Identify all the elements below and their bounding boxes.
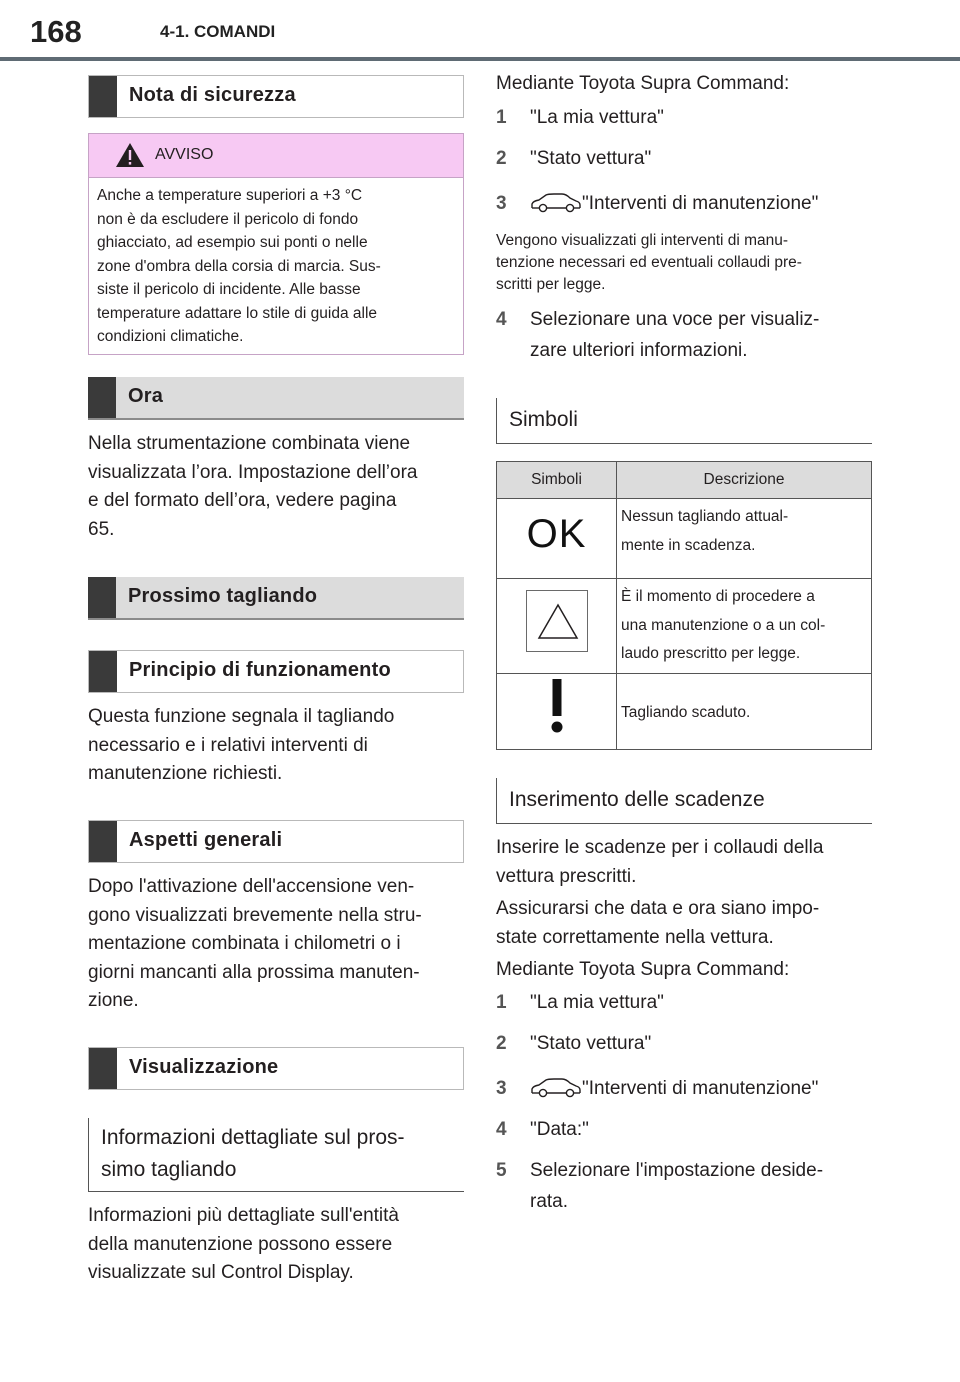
warning-triangle-icon	[115, 142, 145, 168]
text-line: Nella strumentazione combinata viene	[88, 433, 411, 454]
header-rule	[0, 57, 960, 61]
text-line: necessario e i relativi interventi di	[88, 734, 368, 756]
step-text-with-icon	[530, 190, 818, 218]
description-cell	[617, 579, 872, 674]
warning-line: Anche a temperature superiori a +3 °C	[97, 187, 363, 204]
heading-text: Nota di sicurezza	[129, 84, 296, 106]
text-line: scritti per legge.	[496, 276, 606, 293]
vengono-paragraph	[496, 230, 802, 296]
heading-bar	[88, 577, 116, 618]
section-title: 4-1. COMANDI	[160, 22, 276, 41]
text-line: Informazioni più dettagliate sull'entità	[88, 1205, 399, 1226]
step-text: "Data:"	[530, 1119, 589, 1140]
text-line: visualizzate sul Control Display.	[88, 1262, 354, 1283]
step-text: "La mia vettura"	[530, 107, 664, 128]
ok-icon: OK	[526, 511, 587, 556]
text-line: gono visualizzati brevemente nella stru-	[88, 904, 422, 926]
text-line: 65.	[88, 518, 115, 540]
symbol-cell	[497, 579, 617, 674]
step-number: 3	[496, 193, 507, 214]
heading-bar	[89, 1048, 117, 1089]
step-text: "Stato vettura"	[530, 1033, 652, 1054]
heading-prossimo-tagliando	[88, 577, 464, 620]
subheading-line: simo tagliando	[101, 1158, 237, 1181]
mediante-text: Mediante Toyota Supra Command:	[496, 73, 790, 94]
mediante-text: Mediante Toyota Supra Command:	[496, 959, 790, 980]
warning-line: ghiacciato, ad esempio sui ponti o nelle	[97, 234, 368, 251]
description-cell	[617, 499, 872, 579]
step-number: 1	[496, 107, 507, 128]
warning-text	[97, 184, 449, 349]
warning-line: temperature adattare lo stile di guida alle	[97, 304, 378, 322]
step-text: Selezionare l'impostazione deside-	[530, 1160, 824, 1181]
heading-aspetti-generali	[88, 820, 464, 863]
step-number: 1	[496, 992, 507, 1013]
heading-nota-di-sicurezza	[88, 75, 464, 118]
step-number: 2	[496, 148, 507, 169]
text-line: Assicurarsi che data e ora siano impo-	[496, 898, 820, 919]
info-paragraph	[88, 1202, 399, 1288]
step-number: 4	[496, 309, 507, 330]
description-line: Tagliando scaduto.	[621, 704, 751, 722]
description-line: una manutenzione o a un col-	[621, 616, 826, 634]
warning-box	[88, 133, 464, 355]
symbol-cell	[497, 674, 617, 750]
heading-bar	[88, 377, 116, 418]
triangle-outline-icon	[526, 590, 588, 652]
description-line: laudo prescritto per legge.	[621, 645, 801, 662]
text-line: Questa funzione segnala il tagliando	[88, 706, 395, 727]
description-line: È il momento di procedere a	[621, 588, 815, 605]
step-number: 4	[496, 1119, 507, 1140]
principio-paragraph	[88, 703, 394, 789]
text-line: giorni mancanti alla prossima manuten-	[88, 961, 420, 983]
heading-ora	[88, 377, 464, 420]
symbol-cell	[497, 499, 617, 579]
text-line: Inserire le scadenze per i collaudi della	[496, 837, 824, 858]
description-cell	[617, 674, 872, 750]
inserimento-subheading: Inserimento delle scadenze	[496, 778, 872, 824]
warning-header	[89, 134, 463, 177]
warning-line: non è da escludere il pericolo di fondo	[97, 210, 359, 228]
exclamation-icon	[547, 677, 567, 735]
text-line: Dopo l'attivazione dell'accensione ven-	[88, 876, 415, 897]
text-line: tenzione necessari ed eventuali collaudi pre-	[496, 254, 802, 271]
step-number: 2	[496, 1033, 507, 1054]
heading-visualizzazione	[88, 1047, 464, 1090]
description-line: mente in scadenza.	[621, 536, 756, 554]
warning-line: siste il pericolo di incidente. Alle basse	[97, 281, 361, 298]
text-line: Vengono visualizzati gli interventi di manu-	[496, 232, 789, 249]
simboli-subheading: Simboli	[496, 398, 872, 444]
heading-bar	[89, 651, 117, 692]
heading-text: Ora	[128, 385, 164, 407]
text-line: manutenzione richiesti.	[88, 763, 283, 784]
assicurarsi-paragraph	[496, 895, 819, 952]
car-icon	[530, 193, 582, 213]
table-row	[497, 674, 872, 750]
step-text: "La mia vettura"	[530, 992, 664, 1013]
text-line: vettura prescritti.	[496, 865, 637, 887]
table-header-row	[497, 462, 872, 499]
text-line: state correttamente nella vettura.	[496, 926, 774, 948]
step-number: 3	[496, 1078, 507, 1099]
table-header: Descrizione	[617, 462, 872, 499]
heading-text: Visualizzazione	[129, 1056, 279, 1078]
inserire-paragraph	[496, 834, 823, 891]
step-text: rata.	[530, 1191, 569, 1212]
heading-bar	[89, 76, 117, 117]
symbols-table	[496, 461, 872, 750]
description-line: Nessun tagliando attual-	[621, 508, 789, 525]
step-text: zare ulteriori informazioni.	[530, 340, 748, 361]
table-row	[497, 579, 872, 674]
heading-bar	[89, 821, 117, 862]
step-text: Selezionare una voce per visualiz-	[530, 309, 820, 330]
info-subheading	[88, 1118, 464, 1192]
text-line: e del formato dell’ora, vedere pagina	[88, 490, 397, 511]
text-line: visualizzata l’ora. Impostazione dell’ora	[88, 461, 418, 483]
text-line: zione.	[88, 990, 139, 1011]
aspetti-paragraph	[88, 873, 422, 1016]
heading-text: Principio di funzionamento	[129, 659, 391, 681]
warning-title: AVVISO	[155, 146, 214, 163]
step-text: "Interventi di manutenzione"	[582, 193, 819, 214]
table-header: Simboli	[497, 462, 617, 499]
page-number: 168	[30, 14, 82, 49]
heading-text: Aspetti generali	[129, 829, 283, 851]
ora-paragraph	[88, 430, 418, 544]
warning-body	[89, 177, 463, 354]
heading-principio-di-funzionamento	[88, 650, 464, 693]
warning-line: zone d'ombra della corsia di marcia. Sus-	[97, 257, 381, 275]
text-line: della manutenzione possono essere	[88, 1233, 393, 1255]
car-icon	[530, 1078, 582, 1098]
text-line: mentazione combinata i chilometri o i	[88, 933, 401, 954]
subheading-line: Informazioni dettagliate sul pros-	[101, 1126, 405, 1149]
step-text: "Stato vettura"	[530, 148, 652, 169]
step-text-with-icon	[530, 1075, 818, 1103]
heading-text: Prossimo tagliando	[128, 585, 318, 607]
step-number: 5	[496, 1160, 507, 1181]
table-row	[497, 499, 872, 579]
warning-line: condizioni climatiche.	[97, 328, 244, 345]
step-text: "Interventi di manutenzione"	[582, 1078, 819, 1099]
